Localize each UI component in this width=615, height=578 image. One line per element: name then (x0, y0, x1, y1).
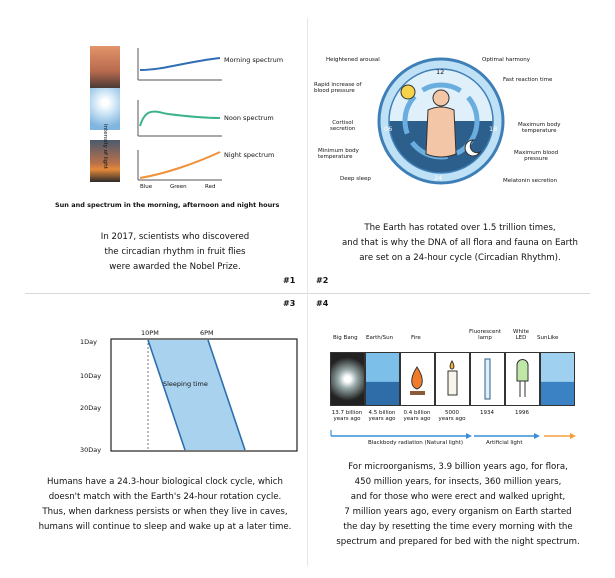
panel-4-text-line: 450 million years, for insects, 360 million years, (354, 477, 562, 487)
panel-4-number: #4 (316, 299, 329, 308)
header-sunlike: SunLike (537, 335, 559, 341)
sleep-shift-chart (110, 338, 300, 454)
earth-sun-image (365, 352, 400, 406)
morning-spectrum-label: Morning spectrum (224, 56, 284, 64)
header-fluorescent: Fluorescent lamp (469, 329, 501, 341)
header-white-led: White LED (513, 329, 529, 341)
time-line: years ago (333, 416, 361, 422)
x-tick-green: Green (170, 184, 187, 190)
label-line: Maximum body (518, 122, 561, 128)
time-line: 13.7 billion (331, 410, 363, 416)
label-min-body-temp (318, 148, 359, 160)
label-line: temperature (318, 154, 353, 160)
time-line: years ago (403, 416, 431, 422)
candle-icon (436, 353, 469, 405)
header-earth-sun: Earth/Sun (366, 335, 394, 341)
band-label: Sleeping time (163, 380, 208, 388)
intensity-axis-label: Intensity of light (102, 124, 108, 169)
panel-4-text-line: and for those who were erect and walked upright, (350, 492, 566, 502)
person-head (433, 90, 449, 106)
panel-3-number: #3 (283, 299, 296, 308)
label-line: Rapid increase of (314, 82, 362, 88)
label-line: Cortisol (332, 120, 354, 126)
x-tick-blue: Blue (140, 184, 153, 190)
time-candle (435, 410, 469, 422)
label-line: Minimum body (318, 148, 359, 154)
person-body (426, 107, 456, 157)
clock-24: 24 (434, 174, 443, 182)
time-earth-sun (365, 410, 399, 422)
morning-spectrum-curve (140, 58, 220, 70)
label-line: temperature (521, 128, 557, 134)
noon-spectrum-curve (140, 112, 220, 126)
row-label-1day: 1Day (80, 338, 97, 346)
time-fluorescent: 1934 (480, 410, 494, 416)
panel-1-number: #1 (283, 276, 296, 285)
panel-1-text-line: the circadian rhythm in fruit flies (104, 247, 246, 257)
panel-3-text-line: Thus, when darkness persists or when they live in caves, (42, 507, 288, 517)
label-line: secretion (330, 126, 356, 132)
time-line: 0.4 billion (403, 410, 431, 416)
label-line: pressure (524, 156, 548, 162)
big-bang-image (330, 352, 365, 406)
header-fire: Fire (411, 335, 421, 341)
led-image (505, 352, 540, 406)
label-heightened-arousal: Heightened arousal (326, 57, 380, 63)
row-label-10day: 10Day (80, 372, 102, 380)
panel-4-text (312, 460, 604, 550)
time-line: 4.5 billion (368, 410, 396, 416)
panel-4-text-line: For microorganisms, 3.9 billion years ago, for flora, (348, 462, 568, 472)
time-line: years ago (368, 416, 396, 422)
time-line: years ago (438, 416, 466, 422)
label-line: Maximum blood (514, 150, 559, 156)
sunlike-image (540, 352, 575, 406)
panel-1-text (60, 230, 290, 275)
panel-4-text-line: the day by resetting the time every morning with the (343, 522, 573, 532)
spectrum-curves-svg (124, 40, 224, 190)
fire-icon (401, 353, 434, 405)
label-cortisol (330, 120, 355, 132)
label-line: blood pressure (314, 88, 355, 94)
row-label-20day: 20Day (80, 404, 102, 412)
clock-06: 06 (384, 125, 393, 133)
fire-image (400, 352, 435, 406)
panel-3-text-line: Humans have a 24.3-hour biological clock cycle, which (47, 477, 283, 487)
panel-2-text (316, 221, 604, 266)
artificial-light-label: Artificial light (486, 440, 523, 446)
panel-1-text-line: were awarded the Nobel Prize. (109, 262, 241, 272)
sun-icon (401, 85, 415, 99)
x-tick-red: Red (205, 184, 216, 190)
label-max-body-temp (518, 122, 560, 134)
night-spectrum-label: Night spectrum (224, 151, 275, 159)
panel-2-text-line: and that is why the DNA of all flora and fauna on Earth (341, 238, 579, 248)
noon-spectrum-label: Noon spectrum (224, 114, 274, 122)
clock-12: 12 (436, 68, 445, 76)
label-rapid-bp (314, 82, 362, 94)
figure-caption: Sun and spectrum in the morning, afternoon and night hours (55, 201, 280, 209)
fluorescent-lamp-icon (471, 353, 504, 405)
night-spectrum-curve (140, 152, 220, 178)
panel-3-text (22, 475, 308, 535)
label-fast-reaction: Fast reaction time (503, 77, 553, 83)
led-icon (506, 353, 539, 405)
label-deep-sleep: Deep sleep (340, 176, 371, 182)
header-big-bang: Big Bang (333, 335, 358, 341)
panel-3-text-line: doesn't match with the Earth's 24-hour rotation cycle. (48, 492, 282, 502)
candle-image (435, 352, 470, 406)
label-max-bp (514, 150, 558, 162)
natural-light-label: Blackbody radiation (Natural light) (368, 440, 464, 446)
time-led: 1996 (515, 410, 529, 416)
top-label-10pm: 10PM (141, 329, 159, 337)
top-label-6pm: 6PM (200, 329, 214, 337)
panel-2-text-line: The Earth has rotated over 1.5 trillion times, (364, 223, 556, 233)
time-line: 5000 (445, 410, 459, 416)
panel-4-text-line: 7 million years ago, every organism on Earth started (344, 507, 572, 517)
time-big-bang (330, 410, 364, 422)
morning-sun-photo (90, 46, 120, 88)
panel-3-text-line: humans will continue to sleep and wake up at a later time. (38, 522, 292, 532)
panel-1-text-line: In 2017, scientists who discovered (100, 232, 250, 242)
panel-2-text-line: are set on a 24-hour cycle (Circadian Rhythm). (359, 253, 561, 263)
clock-18: 18 (489, 125, 498, 133)
row-label-30day: 30Day (80, 446, 102, 454)
label-optimal-harmony: Optimal harmony (482, 57, 530, 63)
fluorescent-image (470, 352, 505, 406)
panel-4-text-line: spectrum and prepared for bed with the night spectrum. (336, 537, 580, 547)
label-melatonin: Melatonin secretion (503, 178, 558, 184)
panel-2-number: #2 (316, 276, 329, 285)
time-fire (400, 410, 434, 422)
